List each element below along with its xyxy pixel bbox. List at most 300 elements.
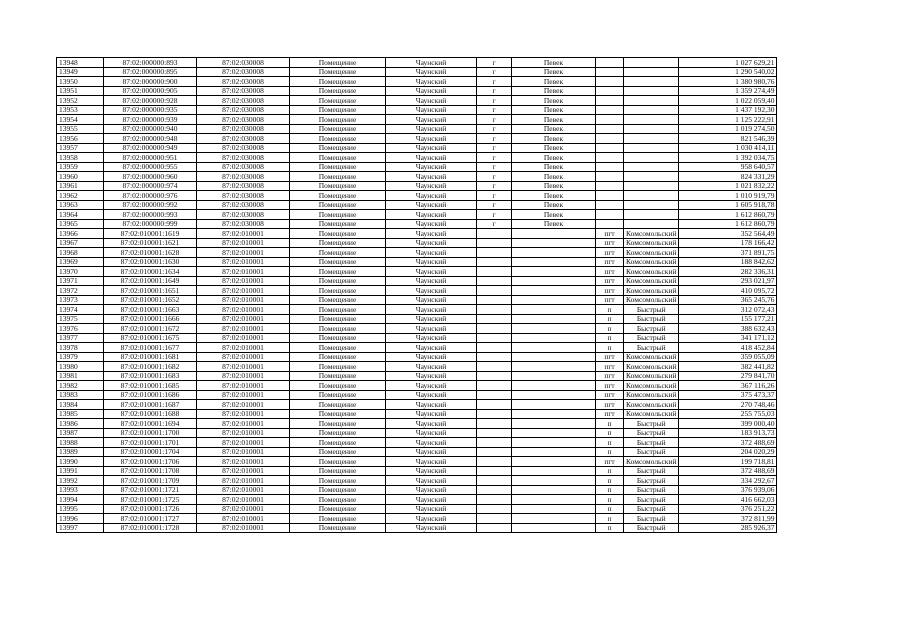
cadastral-value-cell: 293 021,97 xyxy=(679,276,777,286)
object-type-cell: Помещение xyxy=(290,362,386,372)
cadastral-block-cell: 87:02:010001 xyxy=(197,409,290,419)
table-row xyxy=(57,105,777,115)
cadastral-block-cell: 87:02:010001 xyxy=(197,229,290,239)
cadastral-number-cell: 87:02:010001:1677 xyxy=(104,343,197,353)
settlement-type-cell: пгт xyxy=(596,248,624,258)
table-row xyxy=(57,172,777,182)
table-row xyxy=(57,419,777,429)
city-name-cell: Певек xyxy=(512,210,596,220)
table-row xyxy=(57,276,777,286)
table-row xyxy=(57,286,777,296)
cadastral-block-cell: 87:02:010001 xyxy=(197,257,290,267)
table-row xyxy=(57,124,777,134)
object-type-cell: Помещение xyxy=(290,77,386,87)
row-number-cell: 13985 xyxy=(57,409,104,419)
settlement-name-cell: Комсомольский xyxy=(624,286,679,296)
row-number-cell: 13953 xyxy=(57,105,104,115)
settlement-name-cell xyxy=(624,162,679,172)
table-row xyxy=(57,504,777,514)
city-name-cell xyxy=(512,362,596,372)
district-cell: Чаунский xyxy=(386,371,477,381)
cadastral-block-cell: 87:02:030008 xyxy=(197,172,290,182)
city-type-cell xyxy=(477,257,512,267)
settlement-type-cell: п xyxy=(596,343,624,353)
settlement-type-cell xyxy=(596,191,624,201)
city-name-cell xyxy=(512,447,596,457)
settlement-type-cell: пгт xyxy=(596,267,624,277)
cadastral-block-cell: 87:02:030008 xyxy=(197,200,290,210)
city-name-cell xyxy=(512,238,596,248)
cadastral-number-cell: 87:02:010001:1634 xyxy=(104,267,197,277)
cadastral-number-cell: 87:02:000000:974 xyxy=(104,181,197,191)
cadastral-value-cell: 1 010 919,79 xyxy=(679,191,777,201)
cadastral-number-cell: 87:02:010001:1704 xyxy=(104,447,197,457)
district-cell: Чаунский xyxy=(386,200,477,210)
city-name-cell xyxy=(512,438,596,448)
settlement-name-cell: Комсомольский xyxy=(624,400,679,410)
cadastral-value-cell: 388 632,43 xyxy=(679,324,777,334)
settlement-name-cell xyxy=(624,219,679,229)
settlement-type-cell xyxy=(596,67,624,77)
district-cell: Чаунский xyxy=(386,134,477,144)
row-number-cell: 13948 xyxy=(57,58,104,68)
cadastral-number-cell: 87:02:010001:1728 xyxy=(104,523,197,533)
settlement-type-cell xyxy=(596,162,624,172)
district-cell: Чаунский xyxy=(386,438,477,448)
cadastral-value-cell: 282 336,31 xyxy=(679,267,777,277)
city-name-cell: Певек xyxy=(512,172,596,182)
cadastral-value-cell: 399 000,40 xyxy=(679,419,777,429)
settlement-type-cell: пгт xyxy=(596,390,624,400)
cadastral-number-cell: 87:02:000000:992 xyxy=(104,200,197,210)
settlement-name-cell xyxy=(624,67,679,77)
city-name-cell xyxy=(512,419,596,429)
cadastral-number-cell: 87:02:000000:976 xyxy=(104,191,197,201)
settlement-name-cell: Быстрый xyxy=(624,447,679,457)
cadastral-number-cell: 87:02:000000:940 xyxy=(104,124,197,134)
row-number-cell: 13982 xyxy=(57,381,104,391)
district-cell: Чаунский xyxy=(386,362,477,372)
settlement-name-cell: Комсомольский xyxy=(624,381,679,391)
cadastral-block-cell: 87:02:010001 xyxy=(197,362,290,372)
settlement-type-cell: п xyxy=(596,504,624,514)
settlement-name-cell xyxy=(624,181,679,191)
object-type-cell: Помещение xyxy=(290,143,386,153)
city-type-cell xyxy=(477,314,512,324)
row-number-cell: 13990 xyxy=(57,457,104,467)
object-type-cell: Помещение xyxy=(290,124,386,134)
settlement-name-cell: Комсомольский xyxy=(624,276,679,286)
cadastral-value-cell: 1 392 034,75 xyxy=(679,153,777,163)
cadastral-number-cell: 87:02:010001:1694 xyxy=(104,419,197,429)
cadastral-value-cell: 255 755,03 xyxy=(679,409,777,419)
city-name-cell xyxy=(512,466,596,476)
city-type-cell xyxy=(477,419,512,429)
city-type-cell: г xyxy=(477,77,512,87)
table-row xyxy=(57,96,777,106)
settlement-type-cell xyxy=(596,105,624,115)
city-name-cell xyxy=(512,495,596,505)
object-type-cell: Помещение xyxy=(290,343,386,353)
table-row xyxy=(57,219,777,229)
table-row xyxy=(57,476,777,486)
cadastral-value-cell: 367 116,26 xyxy=(679,381,777,391)
row-number-cell: 13962 xyxy=(57,191,104,201)
city-name-cell: Певек xyxy=(512,86,596,96)
settlement-name-cell: Быстрый xyxy=(624,343,679,353)
cadastral-block-cell: 87:02:010001 xyxy=(197,514,290,524)
object-type-cell: Помещение xyxy=(290,333,386,343)
table-row xyxy=(57,181,777,191)
city-name-cell xyxy=(512,343,596,353)
settlement-type-cell: пгт xyxy=(596,457,624,467)
settlement-type-cell: п xyxy=(596,523,624,533)
district-cell: Чаунский xyxy=(386,352,477,362)
settlement-name-cell xyxy=(624,172,679,182)
cadastral-value-cell: 178 166,42 xyxy=(679,238,777,248)
city-name-cell: Певек xyxy=(512,162,596,172)
cadastral-block-cell: 87:02:010001 xyxy=(197,485,290,495)
settlement-type-cell xyxy=(596,86,624,96)
object-type-cell: Помещение xyxy=(290,58,386,68)
table-row xyxy=(57,305,777,315)
cadastral-number-cell: 87:02:000000:951 xyxy=(104,153,197,163)
settlement-type-cell: п xyxy=(596,324,624,334)
city-name-cell xyxy=(512,514,596,524)
cadastral-value-cell: 1 437 192,30 xyxy=(679,105,777,115)
cadastral-number-cell: 87:02:000000:935 xyxy=(104,105,197,115)
district-cell: Чаунский xyxy=(386,238,477,248)
settlement-name-cell: Комсомольский xyxy=(624,295,679,305)
cadastral-number-cell: 87:02:010001:1725 xyxy=(104,495,197,505)
cadastral-value-cell: 824 331,29 xyxy=(679,172,777,182)
table-row xyxy=(57,162,777,172)
city-name-cell: Певек xyxy=(512,96,596,106)
object-type-cell: Помещение xyxy=(290,248,386,258)
cadastral-block-cell: 87:02:030008 xyxy=(197,181,290,191)
cadastral-value-cell: 375 473,37 xyxy=(679,390,777,400)
city-name-cell xyxy=(512,485,596,495)
table-row xyxy=(57,143,777,153)
settlement-name-cell: Комсомольский xyxy=(624,371,679,381)
district-cell: Чаунский xyxy=(386,495,477,505)
settlement-type-cell: пгт xyxy=(596,257,624,267)
cadastral-block-cell: 87:02:010001 xyxy=(197,447,290,457)
cadastral-block-cell: 87:02:010001 xyxy=(197,400,290,410)
cadastral-number-cell: 87:02:000000:900 xyxy=(104,77,197,87)
settlement-name-cell: Быстрый xyxy=(624,495,679,505)
table-row xyxy=(57,257,777,267)
object-type-cell: Помещение xyxy=(290,238,386,248)
cadastral-number-cell: 87:02:000000:895 xyxy=(104,67,197,77)
settlement-type-cell: п xyxy=(596,314,624,324)
district-cell: Чаунский xyxy=(386,77,477,87)
cadastral-value-cell: 376 939,06 xyxy=(679,485,777,495)
cadastral-block-cell: 87:02:010001 xyxy=(197,295,290,305)
cadastral-number-cell: 87:02:010001:1666 xyxy=(104,314,197,324)
settlement-name-cell: Быстрый xyxy=(624,314,679,324)
settlement-type-cell: п xyxy=(596,333,624,343)
cadastral-block-cell: 87:02:010001 xyxy=(197,466,290,476)
district-cell: Чаунский xyxy=(386,409,477,419)
city-type-cell xyxy=(477,362,512,372)
object-type-cell: Помещение xyxy=(290,134,386,144)
district-cell: Чаунский xyxy=(386,286,477,296)
cadastral-number-cell: 87:02:010001:1621 xyxy=(104,238,197,248)
city-name-cell: Певек xyxy=(512,181,596,191)
cadastral-block-cell: 87:02:030008 xyxy=(197,219,290,229)
settlement-type-cell: пгт xyxy=(596,409,624,419)
cadastral-block-cell: 87:02:030008 xyxy=(197,143,290,153)
district-cell: Чаунский xyxy=(386,400,477,410)
row-number-cell: 13987 xyxy=(57,428,104,438)
cadastral-value-cell: 1 612 860,79 xyxy=(679,219,777,229)
cadastral-value-cell: 341 171,12 xyxy=(679,333,777,343)
row-number-cell: 13994 xyxy=(57,495,104,505)
cadastral-number-cell: 87:02:010001:1686 xyxy=(104,390,197,400)
city-type-cell xyxy=(477,485,512,495)
cadastral-value-cell: 1 019 274,50 xyxy=(679,124,777,134)
cadastral-value-cell: 418 452,84 xyxy=(679,343,777,353)
cadastral-number-cell: 87:02:010001:1675 xyxy=(104,333,197,343)
city-type-cell: г xyxy=(477,143,512,153)
settlement-name-cell: Быстрый xyxy=(624,466,679,476)
cadastral-number-cell: 87:02:010001:1687 xyxy=(104,400,197,410)
city-type-cell xyxy=(477,324,512,334)
cadastral-number-cell: 87:02:010001:1727 xyxy=(104,514,197,524)
district-cell: Чаунский xyxy=(386,457,477,467)
cadastral-number-cell: 87:02:000000:999 xyxy=(104,219,197,229)
city-type-cell xyxy=(477,523,512,533)
city-type-cell xyxy=(477,457,512,467)
cadastral-value-cell: 416 662,03 xyxy=(679,495,777,505)
city-type-cell: г xyxy=(477,67,512,77)
city-type-cell: г xyxy=(477,105,512,115)
cadastral-value-cell: 1 022 059,40 xyxy=(679,96,777,106)
object-type-cell: Помещение xyxy=(290,219,386,229)
cadastral-block-cell: 87:02:030008 xyxy=(197,124,290,134)
cadastral-number-cell: 87:02:010001:1651 xyxy=(104,286,197,296)
settlement-type-cell: пгт xyxy=(596,276,624,286)
cadastral-value-cell: 1 380 980,76 xyxy=(679,77,777,87)
cadastral-block-cell: 87:02:010001 xyxy=(197,314,290,324)
object-type-cell: Помещение xyxy=(290,466,386,476)
city-type-cell xyxy=(477,371,512,381)
city-type-cell: г xyxy=(477,134,512,144)
district-cell: Чаунский xyxy=(386,314,477,324)
table-row xyxy=(57,229,777,239)
settlement-name-cell: Комсомольский xyxy=(624,257,679,267)
settlement-name-cell xyxy=(624,134,679,144)
settlement-type-cell xyxy=(596,172,624,182)
city-name-cell xyxy=(512,476,596,486)
table-row xyxy=(57,295,777,305)
settlement-name-cell xyxy=(624,124,679,134)
cadastral-number-cell: 87:02:000000:955 xyxy=(104,162,197,172)
cadastral-value-cell: 199 718,81 xyxy=(679,457,777,467)
district-cell: Чаунский xyxy=(386,191,477,201)
table-row xyxy=(57,485,777,495)
cadastral-value-cell: 1 030 414,11 xyxy=(679,143,777,153)
cadastral-value-table xyxy=(56,57,777,533)
settlement-type-cell: п xyxy=(596,514,624,524)
district-cell: Чаунский xyxy=(386,419,477,429)
settlement-type-cell: пгт xyxy=(596,400,624,410)
table-row xyxy=(57,438,777,448)
district-cell: Чаунский xyxy=(386,96,477,106)
row-number-cell: 13972 xyxy=(57,286,104,296)
cadastral-value-cell: 334 292,67 xyxy=(679,476,777,486)
cadastral-value-cell: 188 842,62 xyxy=(679,257,777,267)
object-type-cell: Помещение xyxy=(290,267,386,277)
settlement-type-cell: пгт xyxy=(596,371,624,381)
city-name-cell xyxy=(512,409,596,419)
row-number-cell: 13978 xyxy=(57,343,104,353)
cadastral-block-cell: 87:02:010001 xyxy=(197,495,290,505)
city-name-cell xyxy=(512,229,596,239)
table-row xyxy=(57,514,777,524)
district-cell: Чаунский xyxy=(386,343,477,353)
cadastral-block-cell: 87:02:010001 xyxy=(197,248,290,258)
table-row xyxy=(57,210,777,220)
cadastral-number-cell: 87:02:000000:949 xyxy=(104,143,197,153)
settlement-name-cell: Быстрый xyxy=(624,476,679,486)
table-row xyxy=(57,58,777,68)
row-number-cell: 13964 xyxy=(57,210,104,220)
table-row xyxy=(57,238,777,248)
settlement-type-cell xyxy=(596,77,624,87)
city-name-cell xyxy=(512,400,596,410)
row-number-cell: 13958 xyxy=(57,153,104,163)
row-number-cell: 13960 xyxy=(57,172,104,182)
district-cell: Чаунский xyxy=(386,295,477,305)
settlement-name-cell xyxy=(624,200,679,210)
district-cell: Чаунский xyxy=(386,476,477,486)
table-row xyxy=(57,409,777,419)
row-number-cell: 13986 xyxy=(57,419,104,429)
settlement-name-cell: Комсомольский xyxy=(624,409,679,419)
row-number-cell: 13974 xyxy=(57,305,104,315)
cadastral-block-cell: 87:02:010001 xyxy=(197,457,290,467)
cadastral-number-cell: 87:02:010001:1619 xyxy=(104,229,197,239)
object-type-cell: Помещение xyxy=(290,514,386,524)
settlement-type-cell: п xyxy=(596,305,624,315)
cadastral-number-cell: 87:02:010001:1683 xyxy=(104,371,197,381)
cadastral-block-cell: 87:02:030008 xyxy=(197,115,290,125)
settlement-type-cell: пгт xyxy=(596,381,624,391)
city-name-cell: Певек xyxy=(512,115,596,125)
settlement-name-cell: Быстрый xyxy=(624,504,679,514)
cadastral-block-cell: 87:02:010001 xyxy=(197,276,290,286)
cadastral-value-cell: 183 913,73 xyxy=(679,428,777,438)
city-type-cell: г xyxy=(477,191,512,201)
table-body xyxy=(57,58,777,533)
district-cell: Чаунский xyxy=(386,333,477,343)
settlement-name-cell xyxy=(624,115,679,125)
row-number-cell: 13991 xyxy=(57,466,104,476)
district-cell: Чаунский xyxy=(386,305,477,315)
city-name-cell: Певек xyxy=(512,219,596,229)
city-type-cell: г xyxy=(477,200,512,210)
city-type-cell xyxy=(477,409,512,419)
district-cell: Чаунский xyxy=(386,124,477,134)
row-number-cell: 13956 xyxy=(57,134,104,144)
cadastral-number-cell: 87:02:010001:1628 xyxy=(104,248,197,258)
cadastral-number-cell: 87:02:010001:1652 xyxy=(104,295,197,305)
district-cell: Чаунский xyxy=(386,466,477,476)
object-type-cell: Помещение xyxy=(290,438,386,448)
cadastral-block-cell: 87:02:030008 xyxy=(197,210,290,220)
settlement-type-cell: п xyxy=(596,438,624,448)
city-name-cell xyxy=(512,257,596,267)
object-type-cell: Помещение xyxy=(290,352,386,362)
row-number-cell: 13961 xyxy=(57,181,104,191)
city-name-cell xyxy=(512,276,596,286)
table-row xyxy=(57,333,777,343)
city-name-cell: Певек xyxy=(512,77,596,87)
cadastral-block-cell: 87:02:030008 xyxy=(197,134,290,144)
settlement-type-cell xyxy=(596,58,624,68)
row-number-cell: 13980 xyxy=(57,362,104,372)
object-type-cell: Помещение xyxy=(290,67,386,77)
city-name-cell: Певек xyxy=(512,191,596,201)
table-row xyxy=(57,390,777,400)
city-type-cell xyxy=(477,333,512,343)
city-type-cell: г xyxy=(477,210,512,220)
object-type-cell: Помещение xyxy=(290,153,386,163)
city-name-cell: Певек xyxy=(512,67,596,77)
district-cell: Чаунский xyxy=(386,219,477,229)
city-type-cell xyxy=(477,390,512,400)
object-type-cell: Помещение xyxy=(290,276,386,286)
object-type-cell: Помещение xyxy=(290,381,386,391)
cadastral-value-cell: 204 020,29 xyxy=(679,447,777,457)
district-cell: Чаунский xyxy=(386,504,477,514)
object-type-cell: Помещение xyxy=(290,457,386,467)
city-type-cell: г xyxy=(477,96,512,106)
row-number-cell: 13949 xyxy=(57,67,104,77)
cadastral-value-cell: 1 359 274,49 xyxy=(679,86,777,96)
table-row xyxy=(57,343,777,353)
city-name-cell xyxy=(512,324,596,334)
table-row xyxy=(57,324,777,334)
settlement-type-cell xyxy=(596,200,624,210)
cadastral-block-cell: 87:02:010001 xyxy=(197,428,290,438)
settlement-name-cell: Быстрый xyxy=(624,333,679,343)
row-number-cell: 13996 xyxy=(57,514,104,524)
cadastral-block-cell: 87:02:010001 xyxy=(197,352,290,362)
district-cell: Чаунский xyxy=(386,58,477,68)
row-number-cell: 13955 xyxy=(57,124,104,134)
cadastral-value-cell: 279 841,70 xyxy=(679,371,777,381)
object-type-cell: Помещение xyxy=(290,191,386,201)
settlement-name-cell: Комсомольский xyxy=(624,267,679,277)
table-row xyxy=(57,115,777,125)
city-type-cell xyxy=(477,238,512,248)
cadastral-block-cell: 87:02:030008 xyxy=(197,86,290,96)
object-type-cell: Помещение xyxy=(290,409,386,419)
settlement-type-cell: п xyxy=(596,447,624,457)
district-cell: Чаунский xyxy=(386,115,477,125)
row-number-cell: 13957 xyxy=(57,143,104,153)
city-name-cell xyxy=(512,314,596,324)
cadastral-number-cell: 87:02:000000:993 xyxy=(104,210,197,220)
cadastral-block-cell: 87:02:030008 xyxy=(197,58,290,68)
city-type-cell: г xyxy=(477,172,512,182)
city-type-cell xyxy=(477,267,512,277)
city-name-cell xyxy=(512,333,596,343)
city-name-cell xyxy=(512,286,596,296)
